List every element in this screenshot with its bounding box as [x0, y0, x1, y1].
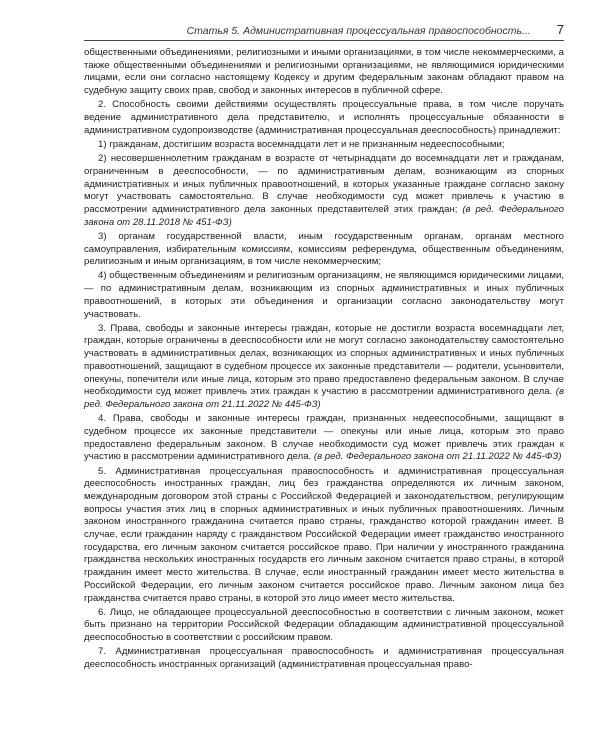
- paragraph-text: 6. Лицо, не обладающее процессуальной дееспособностью в соответствии с личным законом, может быть признано на территории Российской Федерации обладающим административной процессуальной дееспособностью в соответствии с российским правом.: [84, 606, 564, 644]
- amendment-reference: (в ред. Федерального закона от 21.11.2022 № 445-ФЗ): [84, 386, 564, 410]
- paragraph-continuation: [84, 47, 564, 98]
- paragraph-text: 2) несовершеннолетним гражданам в возрасте от четырнадцати до восемнадцати лет и гражданам, ограниченным в дееспособности, — по административным делам, возникающим из спорных административных и иных публичных правоотношений, в которых указанные граждане согласно закону могут участвовать самостоятельно. В случае необходимости суд может привлечь к участию в рассмотрении административного дела законных представителей этих граждан;: [84, 153, 564, 215]
- page-number: 7: [556, 22, 564, 37]
- amendment-reference: (в ред. Федерального закона от 21.11.2022 № 445-ФЗ): [313, 451, 562, 463]
- paragraph-text: 1) гражданам, достигшим возраста восемнадцати лет и не признанным недееспособными;: [98, 138, 505, 150]
- paragraph-2-1: [84, 139, 564, 152]
- paragraph-2-4: [84, 270, 564, 321]
- paragraph-2-2: [84, 153, 564, 229]
- paragraph-4: [84, 413, 564, 464]
- paragraph-2-3: [84, 231, 564, 269]
- running-header: [84, 22, 564, 41]
- paragraph-text: 3. Права, свободы и законные интересы граждан, которые не достигли возраста восемнадцати лет, граждан, которые ограничены в дееспособности или не могут согласно законодательству самостоятельно участвовать в административных делах, возникающих из спорных административных и иных публичных правоотношений, защищают в судебном процессе их законные представители — родители, усыновители, опекуны, попечители или иные лица, которым это право предоставлено федеральным законом. В случае необходимости суд может привлечь этих граждан к участию в рассмотрении административного дела.: [84, 322, 564, 398]
- header-title: Статья 5. Административная процессуальная правоспособность...: [186, 25, 531, 37]
- paragraph-3: [84, 323, 564, 412]
- paragraph-text: 3) органам государственной власти, иным государственным органам, органам местного самоуправления, избирательным комиссиям, комиссиям референдума, общественным объединениям, религиозным и иным организациям, в том числе некоммерческим;: [84, 230, 564, 268]
- paragraph-text: 4. Права, свободы и законные интересы граждан, признанных недееспособными, защищают в судебном процессе их законные представители — опекуны или иные лица, которым это право предоставлено федеральным законом. В случае необходимости суд может привлечь этих граждан к участию в рассмотрении административного дела.: [84, 413, 564, 463]
- document-body: [84, 47, 564, 672]
- paragraph-2: [84, 99, 564, 137]
- paragraph-text: общественными объединениями, религиозными и иными организациями, в том числе некоммерческими, а также общественными объединениями и религиозными организациями, не являющимися юридическими лицами, если они согласно настоящему Кодексу и другим федеральным законам обладают правом на судебную защиту своих прав, свобод и законных интересов в публичной сфере.: [84, 47, 564, 97]
- paragraph-text: 2. Способность своими действиями осуществлять процессуальные права, в том числе поручать ведение административного дела представителю, и исполнять процессуальные обязанности в административном судопроизводстве (административная процессуальная дееспособность) принадлежит:: [84, 99, 564, 136]
- paragraph-text: 7. Административная процессуальная правоспособность и административная процессуальная дееспособность иностранных организаций (административная процессуальная право-: [84, 646, 564, 671]
- paragraph-5: [84, 466, 564, 606]
- amendment-reference: (в ред. Федерального закона от 28.11.2018 № 451-ФЗ): [84, 203, 564, 228]
- paragraph-text: 5. Административная процессуальная правоспособность и административная процессуальная дееспособность иностранных граждан, лиц без гражданства определяются их личным законом, международным договором этой страны с Российской Федерацией и законодательством, регулирующим вопросы участия этих лиц в спорных административных и иных публичных правоотношениях. Личным законом иностранного гражданина считается право страны, гражданство которой гражданин имеет. В случае, если гражданин наряду с гражданством Российской Федерации имеет гражданство иностранного государства, его личным законом считается российское право. При наличии у иностранного гражданина гражданства нескольких иностранных государств его личным законом считается право страны, в которой гражданин имеет место жительства. В случае, если иностранный гражданин имеет место жительства в Российской Федерации, его личным законом считается российское право. Личным законом лица без гражданства считается право страны, в которой это лицо имеет место жительства.: [84, 465, 564, 604]
- paragraph-6: [84, 607, 564, 645]
- paragraph-7: [84, 646, 564, 671]
- paragraph-text: 4) общественным объединениям и религиозным организациям, не являющимся юридическими лицами, — по административным делам, возникающим из спорных административных и иных публичных правоотношений, в которых эти объединения и организации согласно законодательству могут участвовать.: [84, 270, 564, 320]
